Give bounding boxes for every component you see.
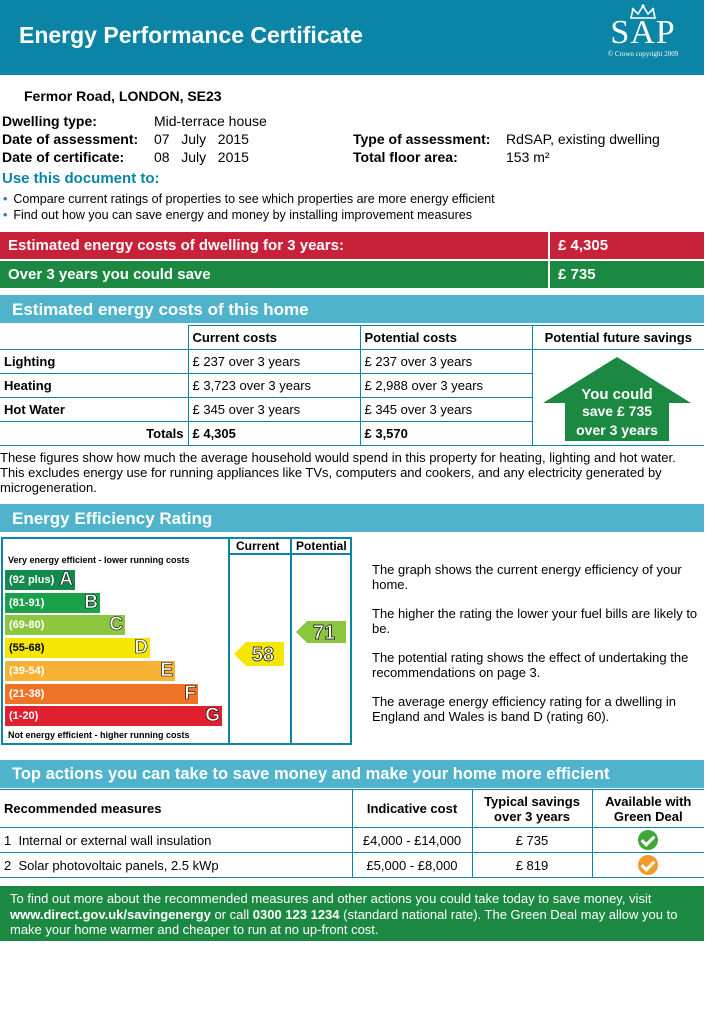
measure-savings: £ 735: [472, 828, 592, 853]
rating-band-f: [5, 684, 198, 704]
dwelling-type-value: Mid-terrace house: [154, 113, 267, 129]
rating-band-c: [5, 615, 125, 635]
measure-name: Solar photovoltaic panels, 2.5 kWp: [18, 857, 219, 873]
cost-potential: £ 2,988 over 3 years: [360, 374, 532, 398]
green-check-icon: [638, 830, 658, 850]
cost-row-label: Lighting: [0, 350, 188, 374]
totals-current: £ 4,305: [188, 422, 360, 446]
measure-savings: £ 819: [472, 853, 592, 878]
assessment-date-label: Date of assessment:: [2, 131, 139, 147]
band-range: (1-20): [9, 710, 39, 723]
band-range: (92 plus): [9, 574, 55, 586]
use-document-title: Use this document to:: [2, 170, 160, 187]
col-potential-savings: Potential future savings: [532, 326, 704, 350]
current-column-divider: [228, 537, 230, 745]
band-letter: B: [84, 591, 98, 613]
sap-logo: [593, 4, 693, 70]
measure-name: Internal or external wall insulation: [18, 832, 212, 848]
green-deal-cell: [592, 828, 704, 853]
potential-saving-bar: [0, 261, 704, 288]
footer-text: (standard national rate). The Green Deal may allow you to make your home warmer and cheaper to run at no up-front cost.: [10, 906, 678, 937]
potential-saving-value: £ 735: [548, 261, 704, 288]
potential-saving-label: Over 3 years you could save: [8, 266, 211, 283]
savingenergy-link[interactable]: www.direct.gov.uk/savingenergy: [10, 906, 211, 922]
rating-band-g: [5, 706, 222, 726]
cost-current: £ 3,723 over 3 years: [188, 374, 360, 398]
cost-row-label: Hot Water: [0, 398, 188, 422]
potential-column-divider: [290, 537, 292, 745]
costs-note: These figures show how much the average household would spend in this property for heating, lighting and hot water. This excludes energy use for running appliances like TVs, computers and cookers, and any electricity generated by microgeneration.: [0, 450, 676, 495]
floor-area-label: Total floor area:: [353, 149, 458, 165]
rating-band-a: [5, 570, 75, 590]
bullet-text: Compare current ratings of properties to see which properties are more energy efficient: [13, 192, 495, 206]
orange-check-icon: [638, 855, 658, 875]
cost-current: £ 345 over 3 years: [188, 398, 360, 422]
footer-info: [0, 886, 704, 941]
scale-top-note: Very energy efficient - lower running costs: [8, 555, 190, 565]
dwelling-type-label: Dwelling type:: [2, 113, 97, 129]
assessment-type-label: Type of assessment:: [353, 131, 491, 147]
rating-band-d: [5, 638, 150, 658]
header-banner: [0, 0, 704, 75]
current-rating-value: 58: [251, 644, 275, 666]
band-letter: E: [160, 659, 173, 681]
cost-row-label: Heating: [0, 374, 188, 398]
savings-arrow-line2: save £ 735: [581, 403, 653, 419]
assessment-type-value: RdSAP, existing dwelling: [506, 131, 660, 147]
property-address: Fermor Road, LONDON, SE23: [24, 88, 222, 104]
potential-rating-value: 71: [312, 622, 336, 643]
band-letter: C: [109, 614, 123, 636]
rating-band-b: [5, 593, 100, 613]
band-letter: F: [184, 682, 196, 704]
estimated-cost-bar: [0, 232, 704, 259]
actions-header-row: [0, 790, 704, 828]
rating-description: The potential rating shows the effect of undertaking the recommendations on page 3.: [372, 650, 689, 680]
table-row: [0, 853, 704, 878]
band-letter: G: [205, 705, 220, 727]
rating-col-current: Current: [236, 539, 280, 553]
cost-potential: £ 237 over 3 years: [360, 350, 532, 374]
totals-label: Totals: [0, 422, 188, 446]
phone-number: 0300 123 1234: [252, 906, 340, 922]
rating-section-title: Energy Efficiency Rating: [0, 504, 704, 532]
band-letter: A: [59, 569, 73, 590]
band-range: (69-80): [9, 619, 45, 632]
measure-cost: £5,000 - £8,000: [352, 853, 472, 878]
band-range: (39-54): [9, 664, 45, 677]
bullet-dot-icon: •: [3, 208, 8, 222]
rating-description: The average energy efficiency rating for a dwelling in England and Wales is band D (rating 60).: [372, 694, 676, 724]
col-typical-savings: Typical savings over 3 years: [472, 790, 592, 828]
savings-arrow-line1: You could: [581, 386, 653, 403]
estimated-cost-label: Estimated energy costs of dwelling for 3 years:: [8, 237, 344, 254]
footer-text: To find out more about the recommended measures and other actions you could take today to save money, visit: [10, 891, 652, 906]
savings-arrow-line3: over 3 years: [576, 422, 658, 438]
potential-rating-arrow: [296, 621, 346, 643]
rating-description: The higher the rating the lower your fuel bills are likely to be.: [372, 606, 698, 636]
scale-bottom-note: Not energy efficient - higher running costs: [8, 730, 190, 740]
band-range: (55-68): [9, 642, 45, 655]
cost-current: £ 237 over 3 years: [188, 350, 360, 374]
estimated-cost-value: £ 4,305: [548, 232, 704, 259]
certificate-date-label: Date of certificate:: [2, 149, 125, 165]
col-current-costs: Current costs: [188, 326, 360, 350]
actions-table: [0, 789, 704, 878]
rating-col-potential: Potential: [296, 539, 347, 553]
table-row: [0, 828, 704, 853]
actions-section-title: Top actions you can take to save money and make your home more efficient: [0, 760, 704, 788]
band-range: (81-91): [9, 596, 45, 609]
measure-cost: £4,000 - £14,000: [352, 828, 472, 853]
floor-area-value: 153 m²: [506, 149, 550, 165]
measure-number: 1: [4, 832, 12, 848]
rating-band-e: [5, 661, 175, 681]
copyright-note: © Crown copyright 2009: [607, 50, 679, 58]
totals-potential: £ 3,570: [360, 422, 532, 446]
bullet-text: Find out how you can save energy and money by installing improvement measures: [13, 208, 472, 222]
use-document-bullet: [3, 192, 495, 206]
current-rating-arrow: [234, 642, 284, 666]
costs-header-row: [0, 326, 704, 350]
measure-cell: [0, 853, 352, 878]
measure-cell: [0, 828, 352, 853]
use-document-bullet: [3, 208, 472, 222]
rating-description: The graph shows the current energy efficiency of your home.: [372, 562, 682, 592]
green-deal-cell: [592, 853, 704, 878]
cost-potential: £ 345 over 3 years: [360, 398, 532, 422]
col-indicative-cost: Indicative cost: [352, 790, 472, 828]
col-green-deal: Available with Green Deal: [592, 790, 704, 828]
footer-text: or call: [210, 906, 253, 922]
measure-number: 2: [4, 857, 12, 873]
page-title: Energy Performance Certificate: [19, 22, 363, 48]
certificate-date-value: 08 July 2015: [154, 149, 249, 165]
rating-header-divider: [228, 553, 352, 555]
bullet-dot-icon: •: [3, 192, 8, 206]
costs-empty-head: [0, 326, 188, 350]
sap-logo-text: SAP: [610, 14, 676, 51]
band-letter: D: [134, 637, 148, 659]
costs-section-title: Estimated energy costs of this home: [0, 295, 704, 323]
assessment-date-value: 07 July 2015: [154, 131, 249, 147]
col-recommended-measures: Recommended measures: [0, 790, 352, 828]
band-range: (21-38): [9, 687, 45, 700]
savings-arrow-icon: [543, 357, 691, 441]
col-potential-costs: Potential costs: [360, 326, 532, 350]
